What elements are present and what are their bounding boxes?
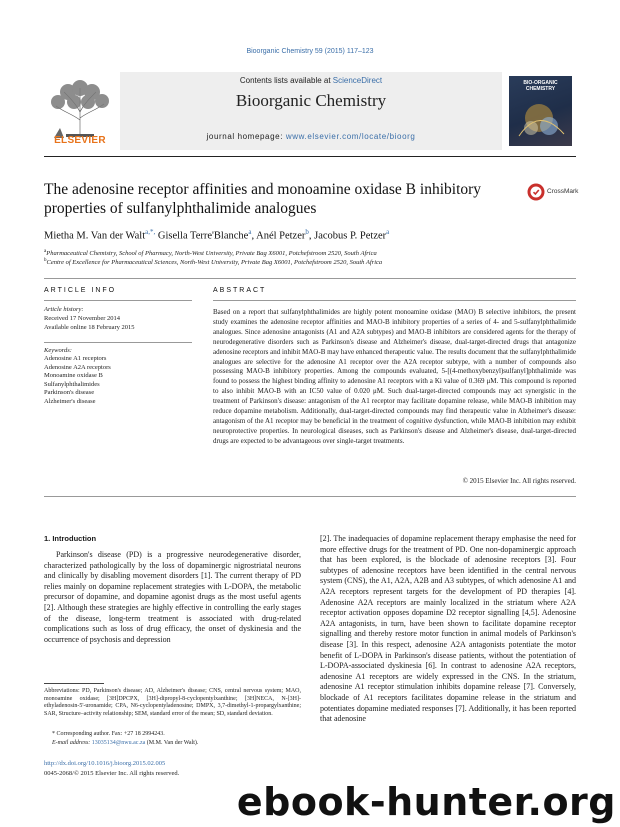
- keyword: Alzheimer's disease: [44, 397, 96, 405]
- abstract-rule: [213, 300, 576, 301]
- intro-right-column: [2]. The inadequacies of dopamine replacement therapy emphasise the need for more effective drugs for the treatment of PD. One non-dopaminergic approach that has been explored, is the blockade of adenosine receptors [3]. Four subtypes of adenosine receptors have been identified in the central nervous system (CNS), the A1, A2A, A2B and A3 subtypes, of which adenosine A1 and A2A receptors represent targets for the development of PD therapies [4]. Adenosine A2A receptors are mainly localized in the striatum where A2A receptor activation opposes dopamine D2 receptor signalling [4,5]. Adenosine A2A antagonists, in turn, have been shown to facilitate dopamine receptor signalling and thereby restore motor function in animal models of Parkinson's disease [3]. In this respect, adenosine A2A antagonists potentiate the motor benefit of L-DOPA in Parkinson's disease patients, without the potentiation of L-DOPA-associated dyskinesia [6]. In contrast to adenosine A2A receptors, adenosine A1 receptors are widely expressed in the CNS. In the striatum, adenosine A1 receptor stimulation inhibits dopamine release [7]. Conversely, blockade of A1 receptors facilitates dopamine release in the striatum and potentiates dopamine mediated responses [7]. Additionally, it has been reported that adenosine: [320, 534, 576, 724]
- homepage-link[interactable]: www.elsevier.com/locate/bioorg: [285, 132, 416, 141]
- footnote-rule: [44, 683, 104, 684]
- author-name[interactable]: Anél Petzer: [256, 230, 306, 242]
- keyword: Parkinson's disease: [44, 389, 95, 396]
- cover-title: BIO-ORGANIC CHEMISTRY: [523, 80, 558, 92]
- author-name[interactable]: Gisella Terre'Blanche: [157, 230, 249, 242]
- email-link[interactable]: 13035134@nwu.ac.za: [91, 740, 146, 746]
- crossmark-label[interactable]: CrossMark: [547, 188, 579, 195]
- keyword-list: [44, 355, 192, 406]
- keyword: Adenosine A1 receptors: [44, 355, 107, 362]
- email-note: E-mail address: 13035134@nwu.ac.za (M.M. Van der Walt).: [52, 740, 199, 746]
- article-info-rule: [44, 300, 192, 301]
- publisher-name: ELSEVIER: [54, 135, 106, 146]
- doi-link[interactable]: http://dx.doi.org/10.1016/j.bioorg.2015.02.005: [44, 760, 166, 767]
- elsevier-tree-logo-icon: [46, 76, 114, 144]
- affiliation: $^a$Pharmaceutical Chemistry, School of Pharmacy, North-West University, Private Bag X6001, Potchefstroom 2520, South Africa: [44, 249, 377, 258]
- abbreviations-footnote: Abbreviations: PD, Parkinson's disease; AD, Alzheimer's disease; CNS, central nervous system; MAO, monoamine oxidase; [3H]DPCPX, [3H]-dipropyl-8-cyclopentylxanthine; [3H]NECA, N-[3H]-ethyladenosin-5'-uronamide; CPA, N6-cyclopentyladenosine; DMPX, 3,7-dimethyl-1-propargylxanthine; SAR, Structure–activity relationship; SEM, standard error of the mean; SD, standard deviation.: [44, 688, 301, 717]
- author-name[interactable]: Mietha M. Van der Walt: [44, 230, 146, 242]
- crossmark-icon[interactable]: [527, 183, 545, 201]
- keyword: Monoamine oxidase B: [44, 372, 103, 379]
- available-date: Available online 18 February 2015: [44, 324, 135, 331]
- abstract-body: Based on a report that sulfanylphthalimides are highly potent monoamine oxidase (MAO) B selective inhibitors, the present study examines the adenosine receptor affinities and MAO-B inhibitory properties of a series of 4- and 5-sulfanylphthalimide analogues. Since adenosine antagonists (A1 and A2A subtypes) and MAO-B inhibitors are considered agents for the therapy of neurodegenerative disorders such as Parkinson's disease and Alzheimer's disease, dual-target-directed drugs that antagonize adenosine receptors and inhibit MAO-B may have enhanced therapeutic value. The results document that the sulfanylphthalimide analogues are selective for the adenosine A1 receptor over the A2A receptor subtype, with a number of compounds also possessing MAO-B inhibitory properties. Among the compounds evaluated, 5-[(4-methoxybenzyl)sulfanyl]phthalimide was found to possess the highest binding affinity to adenosine A1 receptors with a Ki value of 0.369 μM. This compound is reported to also inhibit MAO-B with an IC50 value of 0.020 μM. Such dual-target-directed compounds may act synergistic in the treatment of Parkinson's disease: antagonism of the A1 receptor may facilitate dopamine release, while MAO-B inhibition may reduce dopamine metabolism. Additionally, dual-target-directed compounds may find therapeutic value in Alzheimer's disease: antagonism of the A1 receptor may be beneficial in the treatment of cognitive dysfunction, while MAO-B inhibition may exhibit neuroprotective properties. In neurological diseases, such as Parkinson's disease and Alzheimer's disease, dual-target-directed drugs are expected to be advantageous over single-target treatments.: [213, 308, 576, 445]
- keywords-label: Keywords:: [44, 347, 72, 354]
- author-name[interactable]: Jacobus P. Petzer: [314, 230, 387, 242]
- author-affil-marker[interactable]: a: [386, 228, 390, 236]
- author-affil-marker[interactable]: b: [305, 228, 309, 236]
- intro-left-column: Parkinson's disease (PD) is a progressive neurodegenerative disorder, characterized pathologically by the loss of dopaminergic nigrostriatal neurons and clinically by disabling movement disorders [1]. The current therapy of PD relies mainly on dopamine replacement strategies with L-DOPA, the metabolic precursor of dopamine, and dopamine agonist drugs as the most useful agents [2]. Although these strategies are highly effective in controlling the early stages of the disease, long-term treatment is associated with drug-related complications such as loss of drug efficacy, the onset of dyskinesia and the occurrence of psychosis and depression: [44, 550, 301, 644]
- affiliation: $^b$Centre of Excellence for Pharmaceutical Sciences, North-West University, Private Bag X6001, Potchefstroom 2520, South Africa: [44, 258, 383, 267]
- header-rule: [44, 156, 576, 157]
- contents-available: Contents lists available at ScienceDirect: [239, 76, 383, 85]
- author-affil-marker[interactable]: a: [248, 228, 252, 236]
- introduction-heading: 1. Introduction: [44, 534, 97, 543]
- copyright-line: © 2015 Elsevier Inc. All rights reserved.: [462, 477, 576, 485]
- abstract-heading: ABSTRACT: [213, 287, 267, 294]
- section-rule: [44, 278, 576, 279]
- history-label: Article history:: [44, 306, 84, 313]
- journal-homepage: journal homepage: www.elsevier.com/locate/bioorg: [206, 132, 416, 141]
- issn-line: 0045-2068/© 2015 Elsevier Inc. All rights reserved.: [44, 770, 180, 777]
- author-list: Mietha M. Van der Walt$^{a,*,}$ Gisella Terre'Blanche$^a$, Anél Petzer$^b$, Jacobus P. Petzer$^a$: [44, 228, 390, 242]
- keywords-rule: [44, 342, 192, 343]
- keyword: Sulfanylphthalimides: [44, 380, 100, 388]
- keyword: Adenosine A2A receptors: [44, 363, 111, 371]
- author-affil-marker[interactable]: a,*,: [145, 228, 156, 236]
- corresponding-author-note: * Corresponding author. Fax: +27 18 2994243.: [52, 731, 165, 737]
- abstract-bottom-rule: [44, 496, 576, 497]
- article-title: The adenosine receptor affinities and monoamine oxidase B inhibitory properties of sulfanylphthalimide analogues: [44, 181, 482, 217]
- journal-citation[interactable]: Bioorganic Chemistry 59 (2015) 117–123: [246, 48, 374, 55]
- sciencedirect-link[interactable]: ScienceDirect: [332, 76, 383, 85]
- received-date: Received 17 November 2014: [44, 315, 120, 322]
- watermark: ebook-hunter.org: [236, 780, 616, 824]
- journal-title: Bioorganic Chemistry: [235, 91, 387, 110]
- article-info-heading: ARTICLE INFO: [44, 287, 117, 294]
